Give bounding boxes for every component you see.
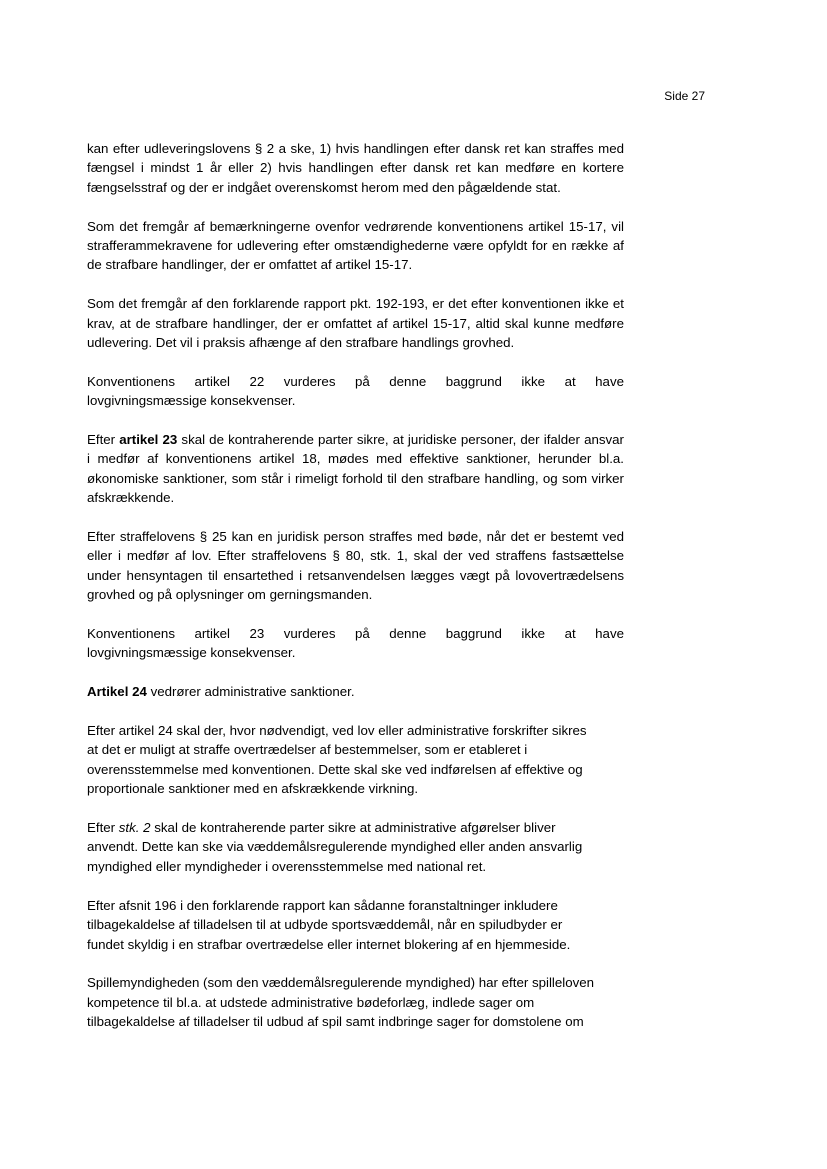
- text-line: overensstemmelse med konventionen. Dette skal ske ved indførelsen af effektive og: [87, 761, 583, 777]
- bold-article-ref: Artikel 24: [87, 684, 147, 700]
- text-line: anvendt. Dette kan ske via væddemålsregulerende myndighed eller anden ansvarlig: [87, 839, 583, 855]
- paragraph-text: Konventionens artikel 23 vurderes på denne baggrund ikke at have: [87, 626, 624, 642]
- paragraph-article-23: [87, 430, 624, 508]
- paragraph-extradition-conditions: kan efter udleveringslovens § 2 a ske, 1) hvis handlingen efter dansk ret kan straffes med fængsel i mindst 1 år eller 2) hvis handlingen efter dansk ret kan medføre en kortere fængselsstraf og der er indgået overenskomst herom med den pågældende stat.: [87, 141, 624, 195]
- paragraph-criminal-code: Efter straffelovens § 25 kan en juridisk person straffes med bøde, når det er bestemt ved eller i medfør af lov. Efter straffelovens § 80, stk. 1, skal der ved straffens fastsættelse under hensyntagen til ensartethed i retsanvendelsen lægges vægt på lovovertrædelsens grovhed og på oplysninger om gerningsmanden.: [87, 529, 624, 603]
- text-line: at det er muligt at straffe overtrædelser af bestemmelser, som er etableret i: [87, 742, 528, 758]
- text-line: Efter artikel 24 skal der, hvor nødvendigt, ved lov eller administrative forskrifter sikres: [87, 723, 587, 739]
- document-body: [87, 139, 624, 1051]
- text-run: Efter: [87, 432, 120, 448]
- paragraph-article-24-heading: [87, 682, 624, 701]
- text-run: Efter: [87, 820, 119, 836]
- paragraph-article-22-conclusion: [87, 372, 624, 411]
- text-run: skal de kontraherende parter sikre, at juridiske personer, der ifalder ansvar i medfør af konventionens artikel 18, mødes med effektive sanktioner, herunder bl.a. økonomiske sanktioner, som står i rimeligt forhold til den strafbare handling, og som virker afskrækkende.: [87, 432, 624, 506]
- paragraph-text-end: lovgivningsmæssige konsekvenser.: [87, 393, 296, 409]
- paragraph-stk-2: [87, 818, 624, 876]
- text-line: kompetence til bl.a. at udstede administrative bødeforlæg, indlede sager om: [87, 994, 535, 1010]
- text-line: Spillemyndigheden (som den væddemålsregulerende myndighed) har efter spilleloven: [87, 975, 595, 991]
- paragraph-gaming-authority: [87, 973, 624, 1031]
- text-line: tilbagekaldelse af tilladelser til udbud af spil samt indbringe sager for domstolene om: [87, 1014, 584, 1030]
- text-line: myndighed eller myndigheder i overensstemmelse med national ret.: [87, 858, 487, 874]
- italic-ref: stk. 2: [118, 820, 151, 836]
- text-line: fundet skyldig i en strafbar overtrædelse eller internet blokering af en hjemmeside.: [87, 936, 571, 952]
- text-line: Efter afsnit 196 i den forklarende rapport kan sådanne foranstaltninger inkludere: [87, 897, 558, 913]
- page-number: Side 27: [664, 89, 705, 103]
- paragraph-section-196: [87, 896, 624, 954]
- text-run: skal de kontraherende parter sikre at administrative afgørelser bliver: [150, 820, 556, 836]
- paragraph-text: Konventionens artikel 22 vurderes på denne baggrund ikke at have: [87, 373, 624, 389]
- text-line: proportionale sanktioner med en afskrækkende virkning.: [87, 781, 419, 797]
- paragraph-article-24: [87, 721, 624, 799]
- paragraph-text-end: lovgivningsmæssige konsekvenser.: [87, 645, 296, 661]
- paragraph-penalty-requirements: Som det fremgår af bemærkningerne ovenfor vedrørende konventionens artikel 15-17, vil strafferammekravene for udlevering efter omstændighederne være opfyldt for en række af de strafbare handlinger, der er omfattet af artikel 15-17.: [87, 218, 624, 273]
- text-line: tilbagekaldelse af tilladelsen til at udbyde sportsvæddemål, når en spiludbyder er: [87, 917, 563, 933]
- text-run: vedrører administrative sanktioner.: [146, 684, 355, 700]
- paragraph-explanatory-report: Som det fremgår af den forklarende rapport pkt. 192-193, er det efter konventionen ikke et krav, at de strafbare handlinger, der er omfattet af artikel 15-17, altid skal kunne medføre udlevering. Det vil i praksis afhænge af den strafbare handlings grovhed.: [87, 296, 624, 351]
- paragraph-article-23-conclusion: [87, 624, 624, 663]
- bold-article-ref: artikel 23: [119, 432, 178, 448]
